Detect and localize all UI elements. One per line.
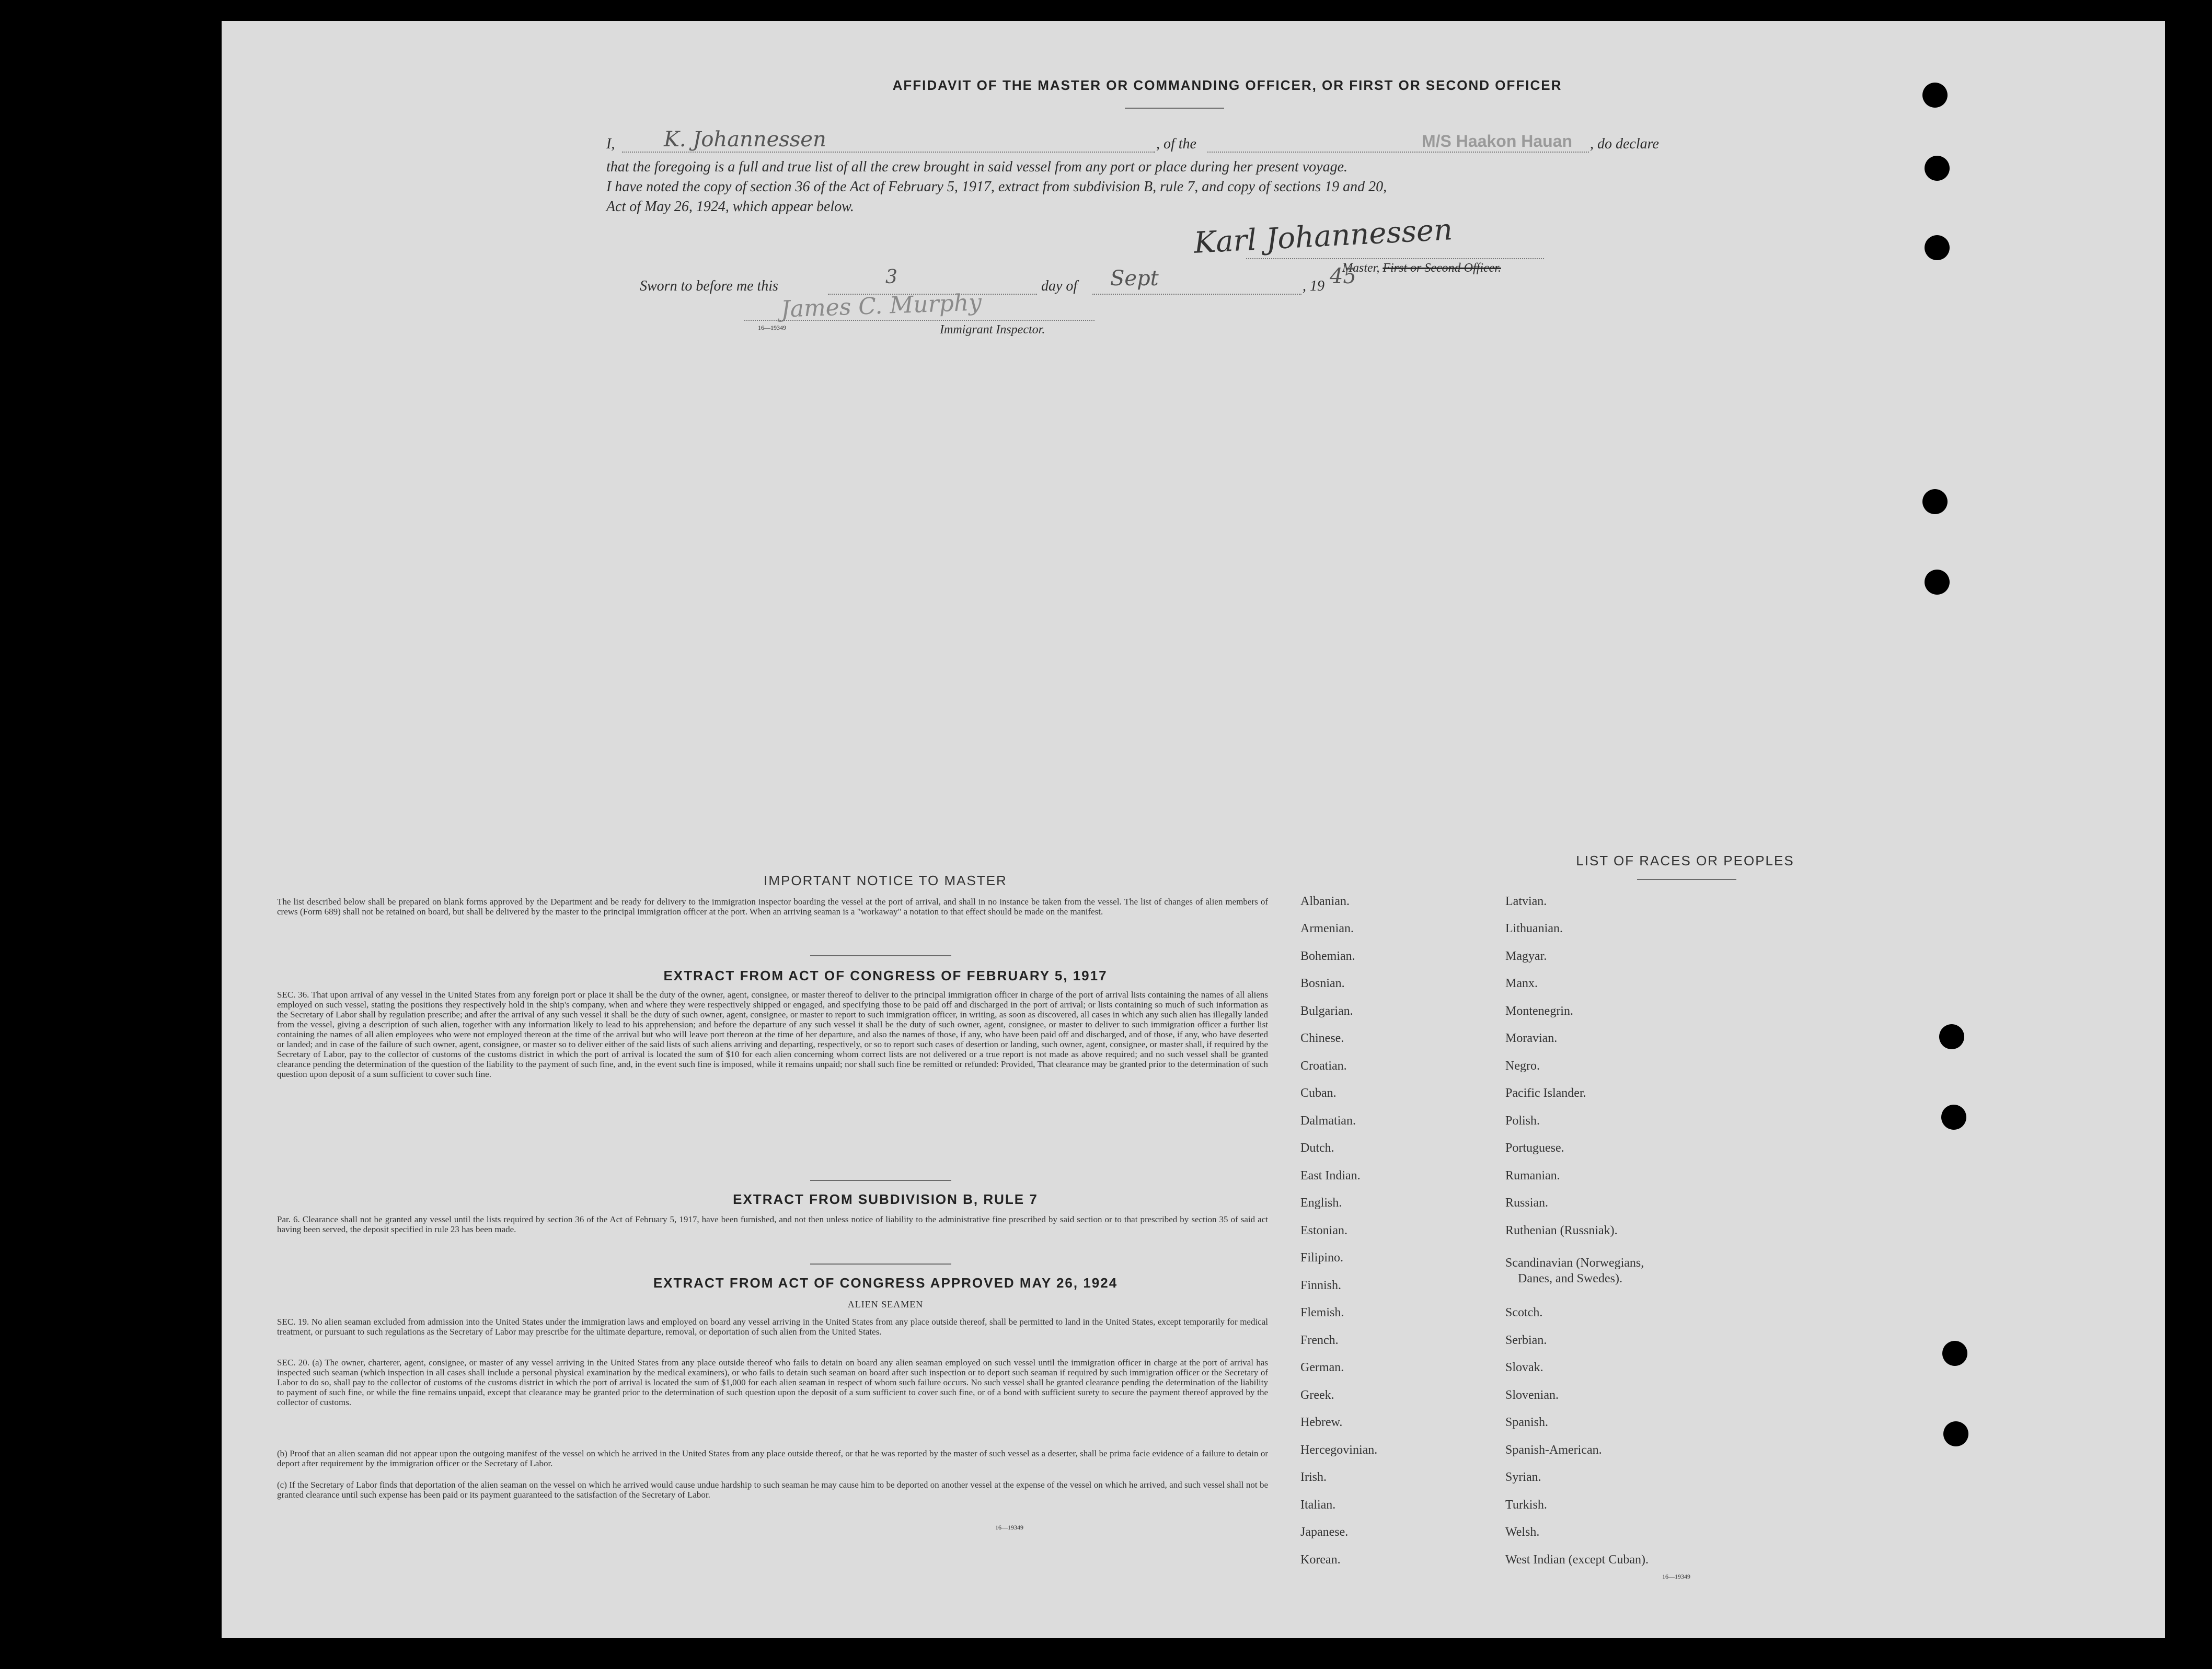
race-item: Filipino. xyxy=(1300,1251,1344,1265)
race-item: Latvian. xyxy=(1505,895,1547,908)
day-value: 3 xyxy=(885,266,897,288)
race-item: Japanese. xyxy=(1300,1525,1349,1539)
extract-1924-section-20a: SEC. 20. (a) The owner, charterer, agent, consignee, or master of any vessel arriving in the United States from any place outside thereof who fails to detain on board any alien seaman employed on such vessel until the immigration officer in charge at the port of arrival has inspected such seaman (which inspection in all cases shall include a personal physical examination by the medical examiners), or who fails to detain such seaman on board after such inspection or to deport such seaman if required by such immigration officer or the Secretary of Labor to do so, shall pay to the collector of customs of the customs district in which the port of arrival is located the sum of $1,000 for each alien seaman in respect of whom such failure occurs. No such vessel shall be granted clearance pending the determination of the liability to payment of such fine, or while the fine remains unpaid, except that clearance may be granted prior to the determination of such question upon the deposit of a sum sufficient to cover such fine, or of a bond with sufficient surety to secure the payment thereof approved by the collector of customs. xyxy=(277,1358,1268,1407)
form-code-affidavit: 16—19349 xyxy=(758,324,786,331)
master-name-handwritten: K. Johannessen xyxy=(664,128,826,152)
sworn-label: Sworn to before me this xyxy=(640,278,778,294)
sworn-line xyxy=(640,266,1372,298)
race-item: Armenian. xyxy=(1300,922,1354,935)
race-item: Albanian. xyxy=(1300,895,1350,908)
extract-1924-section-20c: (c) If the Secretary of Labor finds that deportation of the alien seaman on the vessel on which he arrived would cause undue hardship to such seaman he may cause him to be deported on another vessel at the expense of the vessel on which he arrived, and such vessel shall not be granted clearance until such expense has been paid or its payment guaranteed to the satisfaction of the Secretary of Labor. xyxy=(277,1480,1268,1500)
race-item: Finnish. xyxy=(1300,1279,1342,1292)
race-item: Polish. xyxy=(1505,1114,1540,1128)
race-item: Slovenian. xyxy=(1505,1388,1559,1402)
form-code-extract: 16—19349 xyxy=(995,1524,1023,1531)
race-item: Scandinavian (Norwegians, xyxy=(1505,1256,1644,1270)
race-item: Russian. xyxy=(1505,1196,1549,1210)
form-code-races: 16—19349 xyxy=(1662,1573,1690,1580)
extract-1917-body: SEC. 36. That upon arrival of any vessel in the United States from any foreign port or place it shall be the duty of the owner, agent, consignee, or master thereof to deliver to the principal immigration officer in charge of the port of arrival lists containing the names of all aliens employed on such vessel, stating the positions they respectively hold in the ship's company, when and where they were respectively shipped or engaged, and specifying those to be paid off and discharged in the port of arrival; or lists containing so much of such information as the Secretary of Labor shall by regulation prescribe; and after the arrival of any such vessel it shall be the duty of such owner, agent, consignee, or master to report to such immigration officer, in writing, as soon as discovered, all cases in which any such alien has illegally landed from the vessel, giving a description of such alien, together with any information likely to lead to his apprehension; and before the departure of any such vessel it shall be the duty of such owner, agent, consignee, or master to deliver to such immigration officer a further list containing the names of all alien employees who were not employed thereon at the time of the arrival but who will leave port thereon at the time of her departure, and also the names of those, if any, who have been paid off and discharged, and of those, if any, who have deserted or landed; and in case of the failure of such owner, agent, consignee, or master so to deliver either of the said lists of such aliens arriving and departing, respectively, or so to report such cases of desertion or landing, such owner, agent, consignee, or master shall, if required by the Secretary of Labor, pay to the collector of customs of the customs district in which the port of arrival is located the sum of $10 for each alien concerning whom correct lists are not delivered or a true report is not made as above required; and no such vessel shall be granted clearance pending the determination of the question of the liability to the payment of such fine, and, in the event such fine is imposed, while it remains unpaid; nor shall such fine be remitted or refunded: Provided, That clearance may be granted prior to the determination of such question upon deposit of a sum sufficient to cover such fine. xyxy=(277,990,1268,1079)
race-item: Danes, and Swedes). xyxy=(1518,1272,1622,1285)
punch-hole xyxy=(1939,1024,1964,1049)
race-item: Greek. xyxy=(1300,1388,1334,1402)
extract-1917-title: EXTRACT FROM ACT OF CONGRESS OF FEBRUARY 5, 1917 xyxy=(663,968,1108,983)
struck-officer-label: First or Second Officer. xyxy=(1382,261,1501,275)
race-item: Ruthenian (Russniak). xyxy=(1505,1224,1618,1237)
race-item: Negro. xyxy=(1505,1059,1540,1073)
race-item: Estonian. xyxy=(1300,1224,1347,1237)
race-item: Dutch. xyxy=(1300,1141,1334,1155)
extract-1917-divider xyxy=(810,1180,951,1181)
race-item: East Indian. xyxy=(1300,1169,1361,1183)
punch-hole xyxy=(1925,570,1950,595)
i-label: I, xyxy=(606,136,615,152)
extract-1924-title: EXTRACT FROM ACT OF CONGRESS APPROVED MAY 26, 1924 xyxy=(653,1275,1118,1291)
punch-hole xyxy=(1942,1341,1967,1366)
signature-line xyxy=(1246,258,1544,259)
vessel-name-stamp: M/S Haakon Hauan xyxy=(1422,132,1573,150)
race-item: Hebrew. xyxy=(1300,1416,1343,1429)
race-item: Slovak. xyxy=(1505,1361,1543,1374)
race-item: Serbian. xyxy=(1505,1334,1547,1347)
races-divider xyxy=(1637,879,1736,880)
title-divider xyxy=(1125,108,1224,109)
race-item: Hercegovinian. xyxy=(1300,1443,1378,1457)
punch-hole xyxy=(1941,1105,1966,1130)
race-item: Montenegrin. xyxy=(1505,1004,1573,1018)
master-label: Master, First or Second Officer. xyxy=(1342,261,1501,275)
race-item: Flemish. xyxy=(1300,1306,1344,1319)
race-item: Magyar. xyxy=(1505,949,1547,963)
race-item: Chinese. xyxy=(1300,1031,1344,1045)
race-item: Spanish. xyxy=(1505,1416,1549,1429)
race-item: Turkish. xyxy=(1505,1498,1547,1512)
race-item: Cuban. xyxy=(1300,1086,1337,1100)
punch-hole xyxy=(1922,83,1948,108)
affidavit-line-4: Act of May 26, 1924, which appear below. xyxy=(606,199,854,215)
do-declare-label: , do declare xyxy=(1590,136,1659,152)
affidavit-line-2: that the foregoing is a full and true list of all the crew brought in said vessel from any port or place during her present voyage. xyxy=(606,159,1348,175)
race-item: Korean. xyxy=(1300,1553,1341,1567)
race-item: Bohemian. xyxy=(1300,949,1355,963)
race-item: Bulgarian. xyxy=(1300,1004,1353,1018)
race-item: Croatian. xyxy=(1300,1059,1347,1073)
rule7-body: Par. 6. Clearance shall not be granted any vessel until the lists required by section 36 of the Act of February 5, 1917, have been furnished, and not then unless notice of liability to the administrative fine prescribed by said section or to that prescribed by section 35 of said act having been served, the deposit specified in rule 23 has been made. xyxy=(277,1214,1268,1234)
race-item: Lithuanian. xyxy=(1505,922,1563,935)
punch-hole xyxy=(1925,235,1950,260)
race-item: English. xyxy=(1300,1196,1342,1210)
punch-hole xyxy=(1922,489,1948,514)
race-item: Scotch. xyxy=(1505,1306,1543,1319)
race-item: Welsh. xyxy=(1505,1525,1540,1539)
notice-title: IMPORTANT NOTICE TO MASTER xyxy=(764,873,1007,888)
race-item: Rumanian. xyxy=(1505,1169,1560,1183)
race-item: Dalmatian. xyxy=(1300,1114,1356,1128)
year-value: 45 xyxy=(1330,264,1356,288)
alien-seamen-subtitle: ALIEN SEAMEN xyxy=(847,1299,924,1309)
races-title: LIST OF RACES OR PEOPLES xyxy=(1576,853,1794,868)
race-item: Irish. xyxy=(1300,1470,1327,1484)
rule7-title: EXTRACT FROM SUBDIVISION B, RULE 7 xyxy=(733,1191,1038,1207)
race-item: Moravian. xyxy=(1505,1031,1558,1045)
inspector-line xyxy=(744,320,1095,321)
month-value: Sept xyxy=(1110,266,1159,291)
rule7-divider xyxy=(810,1264,951,1265)
inspector-label: Immigrant Inspector. xyxy=(940,323,1045,337)
affidavit-title: AFFIDAVIT OF THE MASTER OR COMMANDING OFFICER, OR FIRST OR SECOND OFFICER xyxy=(892,77,1562,93)
race-item: West Indian (except Cuban). xyxy=(1505,1553,1649,1567)
year-prefix: , 19 xyxy=(1303,278,1324,294)
race-item: Syrian. xyxy=(1505,1470,1541,1484)
inspector-signature: James C. Murphy xyxy=(780,289,982,323)
day-of-label: day of xyxy=(1041,278,1078,294)
affidavit-line-3: I have noted the copy of section 36 of the Act of February 5, 1917, extract from subdivision B, rule 7, and copy of sections 19 and 20, xyxy=(606,179,1387,195)
affidavit-line-1 xyxy=(606,128,1730,155)
race-item: French. xyxy=(1300,1334,1339,1347)
race-item: German. xyxy=(1300,1361,1344,1374)
of-the-label: , of the xyxy=(1156,136,1196,152)
race-item: Pacific Islander. xyxy=(1505,1086,1586,1100)
document-page xyxy=(222,21,2165,1638)
races-left-column xyxy=(1300,895,1457,1605)
race-item: Manx. xyxy=(1505,977,1538,990)
extract-1924-section-20b: (b) Proof that an alien seaman did not appear upon the outgoing manifest of the vessel on which he arrived in the United States from any place outside thereof, or that he was reported by the master of such vessel as a deserter, shall be prima facie evidence of a failure to detain or deport after requirement by the immigration officer or the Secretary of Labor. xyxy=(277,1448,1268,1468)
punch-hole xyxy=(1925,156,1950,181)
notice-body: The list described below shall be prepared on blank forms approved by the Department and be ready for delivery to the immigration inspector boarding the vessel at the port of arrival, and shall in no instance be taken from the vessel. The list of changes of alien members of crews (Form 689) shall not be retained on board, but shall be delivered by the master to the principal immigration officer at the port. When an arriving seaman is a "workaway" a notation to that effect should be made on the manifest. xyxy=(277,897,1268,917)
notice-divider xyxy=(810,955,951,956)
race-item: Bosnian. xyxy=(1300,977,1345,990)
punch-hole xyxy=(1943,1421,1968,1446)
race-item: Portuguese. xyxy=(1505,1141,1564,1155)
master-signature: Karl Johannessen xyxy=(1193,213,1454,260)
extract-1924-section-19: SEC. 19. No alien seaman excluded from admission into the United States under the immigration laws and employed on board any vessel arriving in the United States from any place outside thereof, shall be permitted to land in the United States, except temporarily for medical treatment, or pursuant to such regulations as the Secretary of Labor may prescribe for the ultimate departure, removal, or deportation of such alien from the United States. xyxy=(277,1317,1268,1337)
races-right-column xyxy=(1505,895,1798,1605)
race-item: Spanish-American. xyxy=(1505,1443,1602,1457)
race-item: Italian. xyxy=(1300,1498,1336,1512)
